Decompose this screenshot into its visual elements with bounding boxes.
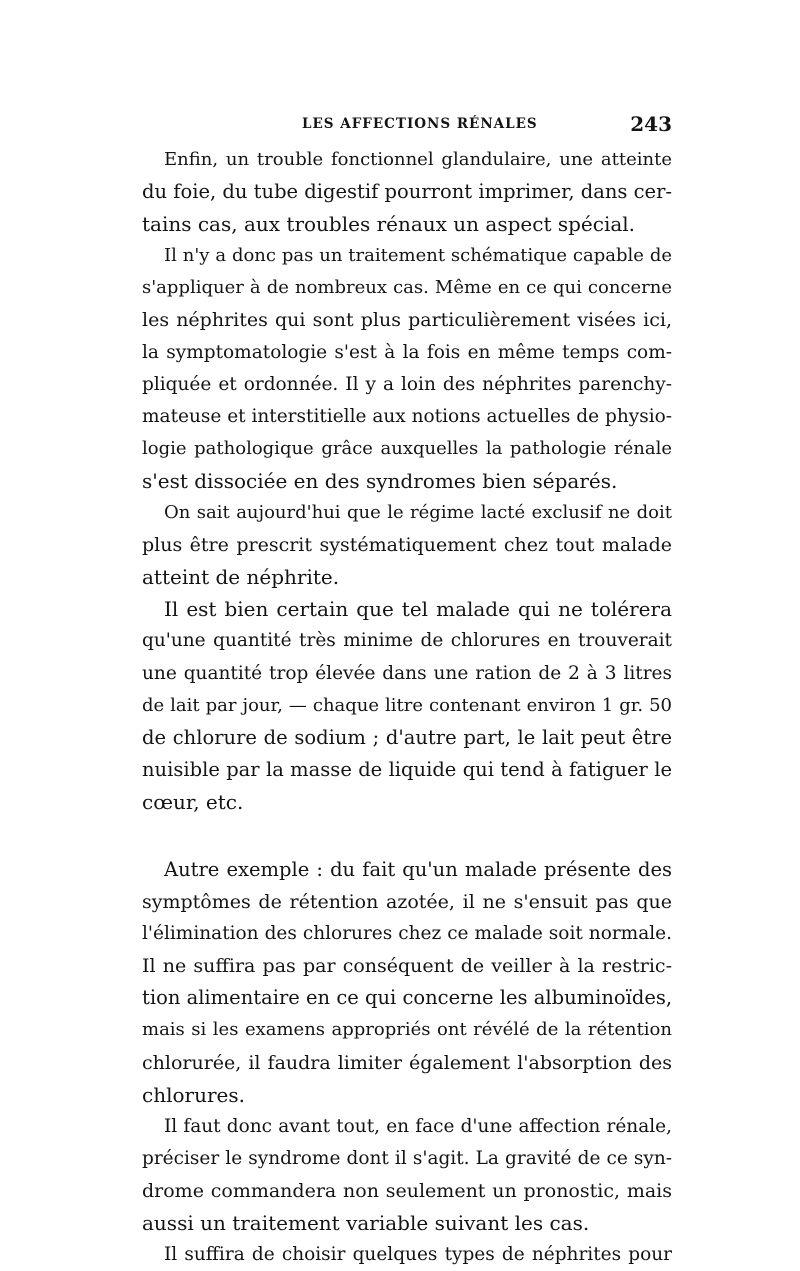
section-gap [142,818,672,854]
text-line: s'est dissociée en des syndromes bien séparés. [142,468,618,493]
text-line: aussi un traitement variable suivant les cas. [142,1211,590,1235]
text-line: tion alimentaire en ce qui concerne les albuminoïdes, [142,986,673,1010]
text-line: On sait aujourd'hui que le régime lacté exclusif ne doit [164,502,672,524]
text-line: Enfin, un trouble fonctionnel glandulaire, une atteinte [164,149,672,170]
text-line: pliquée et ordonnée. Il y a loin des néphrites parenchy- [142,373,672,395]
text-line: Il n'y a donc pas un traitement schématique capable de [164,245,672,267]
text-line: du foie, du tube digestif pourront imprimer, dans cer- [142,180,672,204]
text-line: les néphrites qui sont plus particulièrement visées ici, [142,309,672,332]
paragraph [142,1111,672,1239]
paragraph [142,593,672,818]
text-line: de lait par jour, — chaque litre contenant environ 1 gr. 50 [142,694,672,716]
text-line: la symptomatologie s'est à la fois en même temps com- [142,341,672,363]
page-number: 243 [630,112,672,136]
text-line: symptômes de rétention azotée, il ne s'ensuit pas que [142,891,672,914]
text-line: nuisible par la masse de liquide qui tend à fatiguer le [142,757,672,781]
paragraph [142,1239,672,1271]
text-line: chlorures. [142,1082,245,1107]
text-line: de chlorure de sodium ; d'autre part, le lait peut être [142,725,672,749]
text-line: Autre exemple : du fait qu'un malade présente des [164,857,672,881]
text-line: mateuse et interstitielle aux notions actuelles de physio- [142,405,672,427]
text-line: une quantité trop élevée dans une ration de 2 à 3 litres [142,662,672,684]
text-line: qu'une quantité très minime de chlorures en trouverait [142,630,672,652]
text-line: s'appliquer à de nombreux cas. Même en ce qui concerne [142,277,672,299]
text-line: Il ne suffira pas par conséquent de veiller à la restric- [142,955,672,978]
text-line: atteint de néphrite. [142,565,340,590]
paragraph [142,240,672,497]
text-line: drome commandera non seulement un pronostic, mais [142,1179,672,1202]
paragraph [142,144,672,240]
body-text [142,144,672,1271]
text-line: Il suffira de choisir quelques types de néphrites pour [164,1244,672,1266]
text-line: l'élimination des chlorures chez ce malade soit normale. [142,923,672,945]
text-line: chlorurée, il faudra limiter également l'absorption des [142,1051,672,1074]
text-line: mais si les examens appropriés ont révélé de la rétention [142,1019,672,1041]
text-line: Il faut donc avant tout, en face d'une affection rénale, [164,1115,672,1137]
text-line: plus être prescrit systématiquement chez tout malade [142,534,672,557]
paragraph [142,497,672,593]
text-line: Il est bien certain que tel malade qui ne tolérera [164,597,672,622]
text-line: cœur, etc. [142,789,244,814]
page-header [142,112,672,140]
text-line: préciser le syndrome dont il s'agit. La gravité de ce syn- [142,1147,672,1169]
text-line: tains cas, aux troubles rénaux un aspect spécial. [142,212,636,237]
running-title: LES AFFECTIONS RÉNALES [302,116,538,132]
paragraph [142,854,672,1111]
text-line: logie pathologique grâce auxquelles la pathologie rénale [142,437,672,459]
